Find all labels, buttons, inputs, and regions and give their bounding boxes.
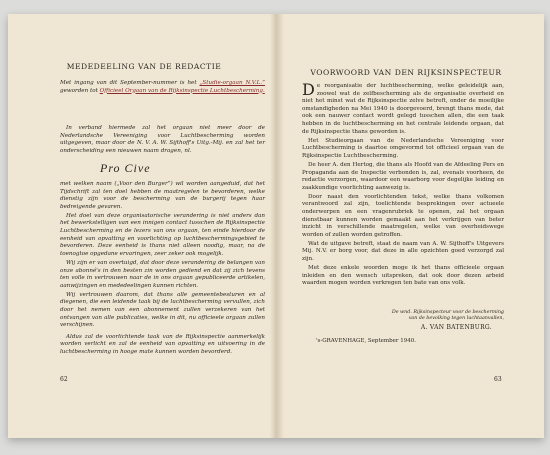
signature: A. VAN BATENBURG. xyxy=(420,324,492,331)
publisher-text: In verband hiermede zal het orgaan niet meer door de Nederlandsche Vereeniging voor Luchtbescherming worden uitgegeven, maar door de N. V. A. W. Sijthoff's Uitg.-Mij. en zal het ter onderscheiding een nieuwen naam dragen, nl. xyxy=(60,125,265,154)
first-paragraph-text: e reorganisatie der luchtbescherming, welke geleidelijk aan, zoowel wat de zelfbescherming als de organisatie overheid en niet het minst wat de Rijksinspectie zelve betreft, onder de moeilijke omstandigheden na Mei 1940 is doorgevoerd, brengt thans mede, dat ook een nauwer contact wordt gelegd tusschen allen, die een taak hebben in de luchtbescherming en het centrale leidende orgaan, dat de Rijksinspectie thans geworden is. xyxy=(302,83,504,135)
intro-mid: geworden tot xyxy=(60,87,100,94)
closing-line-2: van de bevolking tegen luchtaanvallen, xyxy=(408,316,504,321)
body-paragraph-2: Het doel van deze organisatorische verandering is niet anders dan het bewerkstelligen van een innigen contact tusschen de Rijksinspectie Luchtbescherming en de lezers van ons orgaan, ten einde hierdoor de eenheid van opvatting en voorlichting op luchtbeschermingsgebied te bevorderen. Deze eenheid is thans niet alleen noodig, maar, na de toenogtoe opgedane ervaringen, zeer zeker ook mogelijk. xyxy=(60,212,265,257)
left-page-number: 62 xyxy=(60,376,68,383)
body-paragraph-3: De heer A. den Hertog, die thans als Hoofd van de Afdeeling Pers en Propaganda aan de Inspectie verbonden is, zal, evenals voorheen, de redactie verzorgen, waardoor een waarborg voor degelijke leiding en zaakkundige voorlichting aanwezig is. xyxy=(302,161,504,191)
body-paragraph-5: Aldus zal de voorlichtende taak van de Rijksinspectie aanmerkelijk worden verlicht en zal de eenheid van opvatting en uitvoering in de luchtbescherming in hooge mate kunnen worden bevorderd. xyxy=(60,333,265,355)
closing-line-1: De wnd. Rijksinspecteur voor de bescherming xyxy=(391,310,504,315)
intro-paragraph xyxy=(60,80,265,97)
body-paragraph-2: Het Studieorgaan van de Nederlandsche Vereeniging voor Luchtbescherming is daartoe omgevormd tot officieel orgaan van de Rijksinspectie Luchtbescherming. xyxy=(302,137,504,159)
left-body xyxy=(60,181,265,358)
right-page-number: 63 xyxy=(494,376,502,383)
right-body xyxy=(302,80,504,289)
right-page xyxy=(284,14,544,438)
body-paragraph-4: Door naast den voorlichtenden tekst, welke thans volkomen verantwoord zal zijn, toelichtende besprekingen over actueele onderwerpen en een vragenrubriek te openen, zal het orgaan dienstbaar kunnen worden gemaakt aan het verkrijgen van beter inzicht in verschillende maatregelen, welke van overheidswege worden of zullen worden getroffen. xyxy=(302,193,504,238)
body-paragraph-5: Wat de uitgave betreft, staat de naam van A. W. Sijthoff's Uitgevers Mij. N.V. er borg voor, dat deze in alle opzichten goed verzorgd zal zijn. xyxy=(302,240,504,263)
intro-pre: Met ingang van dit September-nummer is het xyxy=(60,80,200,86)
body-paragraph-1 xyxy=(302,80,504,136)
body-paragraph-4: Wij vertrouwen daarom, dat thans alle gemeentebesturen en al diegenen, die een leidende taak bij de luchtbescherming vervullen, zich door het nemen van een abonnement zullen verzekeren van het ontvangen van alle publicaties, welke in dit, nu officieele orgaan zullen verschijnen. xyxy=(60,291,265,329)
right-page-title: VOORWOORD VAN DEN RIJKSINSPECTEUR xyxy=(310,68,502,77)
intro-highlight-old-name: „Studie-orgaan N.V.L.” xyxy=(199,80,265,86)
left-page-title: MEDEDEELING VAN DE REDACTIE xyxy=(66,62,222,71)
spine xyxy=(270,14,284,438)
left-page xyxy=(8,14,270,438)
body-paragraph-3: Wij zijn er van overtuigd, dat door deze verandering de belangen van onze abonné's in den besten zin worden gediend en dat zij zich tevens ten volle in vertrouwen naar de in ons orgaan gepubliceerde artikelen, aanwijzingen en mededeelingen kunnen richten. xyxy=(60,259,265,289)
place-date: 's-GRAVENHAGE, September 1940. xyxy=(316,338,417,344)
intro-highlight-new-name: Officieel Orgaan van de Rijksinspectie Luchtbescherming. xyxy=(99,87,265,94)
publisher-paragraph xyxy=(60,125,265,157)
drop-cap: D xyxy=(302,80,315,99)
body-paragraph-1: met welken naam („Voor den Burger”) wil worden aangeduid, dat het Tijdschrift zal ten doel hebben de maatregelen te bevorderen, welke dienstig zijn voor de bescherming van de burgerij tegen haar bedreigende gevaren. xyxy=(60,181,265,210)
body-paragraph-6: Met deze enkele woorden moge ik het thans officieele orgaan inleiden en den wensch uitspreken, dat ook door dezen arbeid waarden mogen worden verkregen ten bate van ons volk. xyxy=(302,265,504,287)
closing-title xyxy=(302,310,504,322)
booklet xyxy=(8,14,544,438)
journal-name: Pro Cive xyxy=(100,161,151,175)
